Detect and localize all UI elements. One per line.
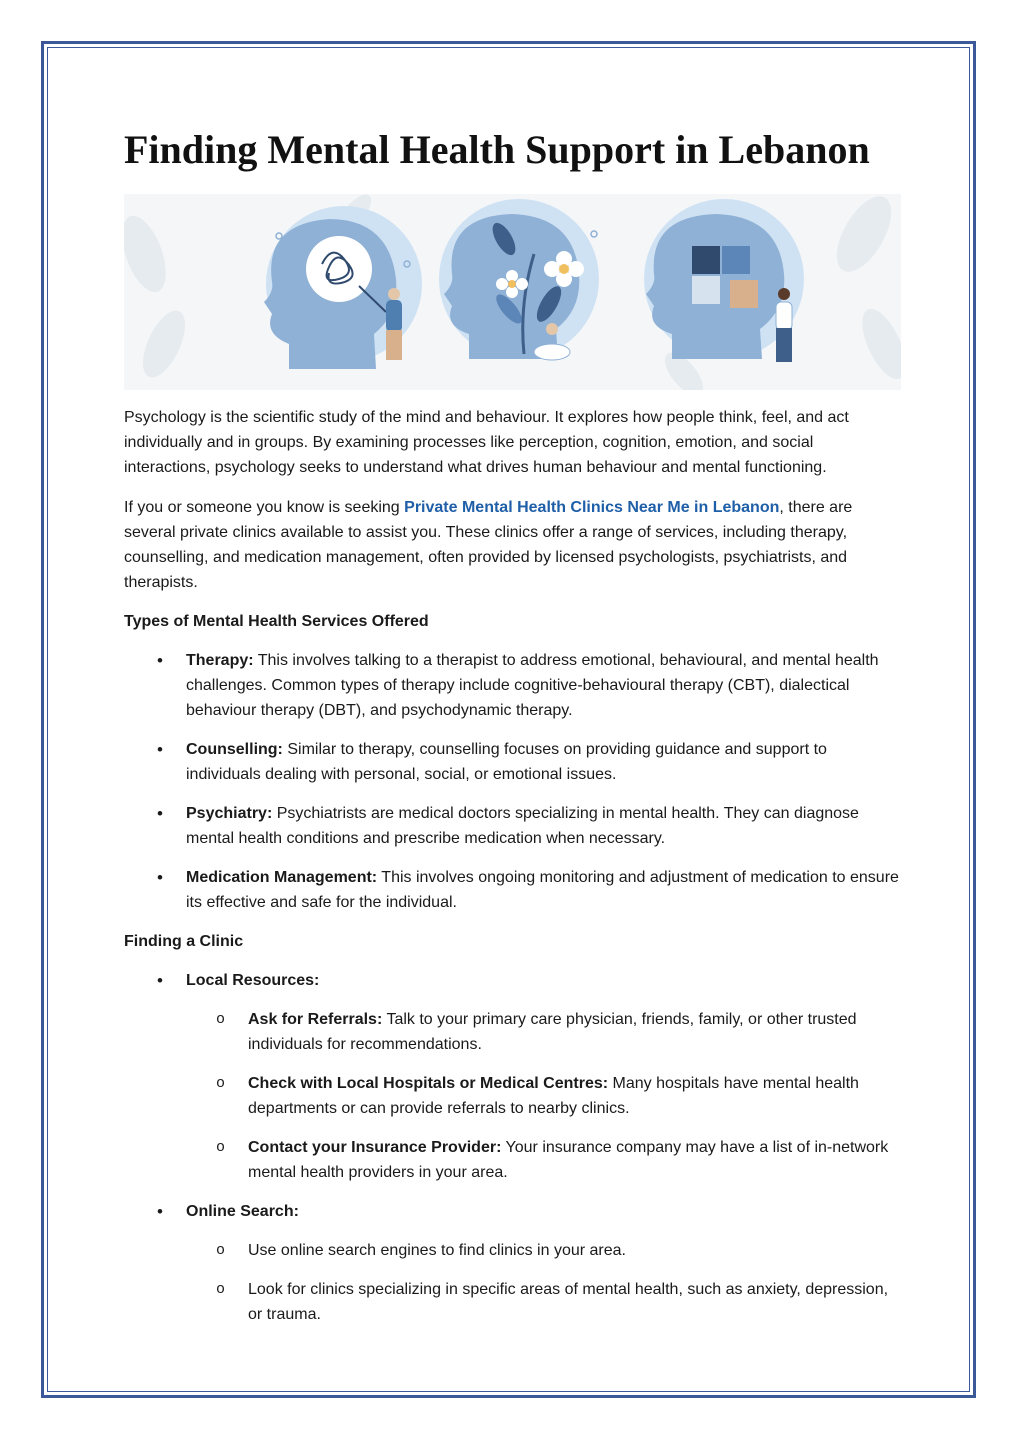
page-title: Finding Mental Health Support in Lebanon: [124, 127, 870, 172]
clinics-paragraph-lead: If you or someone you know is seeking: [124, 499, 405, 516]
list-item: [186, 1007, 902, 1057]
list-item: [124, 648, 902, 723]
sub-text: Look for clinics specializing in specific areas of mental health, such as anxiety, depression, or trauma.: [248, 1281, 889, 1323]
online-search-label: Online Search:: [186, 1203, 299, 1220]
list-item: [186, 1277, 902, 1327]
finding-clinic-heading: Finding a Clinic: [124, 933, 244, 950]
private-clinics-link[interactable]: Private Mental Health Clinics Near Me in Lebanon: [404, 499, 780, 516]
online-search-sublist: [186, 1238, 902, 1327]
flower-head-icon: [439, 199, 599, 360]
service-text: Similar to therapy, counselling focuses on providing guidance and support to individuals dealing with personal, social, or emotional issues.: [186, 741, 827, 783]
list-item: [124, 801, 902, 851]
service-label: Psychiatry:: [186, 805, 273, 822]
services-list: [124, 648, 902, 915]
sub-label: Ask for Referrals:: [248, 1011, 383, 1028]
local-resources-label: Local Resources:: [186, 972, 320, 989]
service-label: Counselling:: [186, 741, 283, 758]
intro-paragraph: Psychology is the scientific study of the mind and behaviour. It explores how people think, feel, and act individually and in groups. By examining processes like perception, cognition, emotion, and social interactions, psychology seeks to understand what drives human behaviour and mental functioning.: [124, 409, 849, 476]
local-resources-sublist: [186, 1007, 902, 1185]
sub-label: Contact your Insurance Provider:: [248, 1139, 502, 1156]
hero-illustration: [124, 194, 901, 390]
list-item: [186, 1135, 902, 1185]
clinics-paragraph-rest: , there are several private clinics available to assist you. These clinics offer a range of services, including therapy, counselling, and medication management, often provided by licensed psychologists, psychiatrists, and therapists.: [124, 499, 853, 591]
service-label: Therapy:: [186, 652, 254, 669]
clinic-list: [124, 968, 902, 1327]
list-item: [124, 865, 902, 915]
list-item: [124, 737, 902, 787]
list-item: [186, 1238, 902, 1263]
service-text: Psychiatrists are medical doctors specializing in mental health. They can diagnose mental health conditions and prescribe medication when necessary.: [186, 805, 859, 847]
sub-text: Use online search engines to find clinics in your area.: [248, 1242, 626, 1259]
services-heading: Types of Mental Health Services Offered: [124, 613, 429, 630]
service-text: This involves talking to a therapist to address emotional, behavioural, and mental health challenges. Common types of therapy include cognitive-behavioural therapy (CBT), dialectical behaviour therapy (DBT), and psychodynamic therapy.: [186, 652, 879, 719]
list-item: [124, 1199, 902, 1327]
list-item: [124, 968, 902, 1185]
sub-text: Many hospitals have mental health departments or can provide referrals to nearby clinics.: [248, 1075, 859, 1117]
sub-label: Check with Local Hospitals or Medical Centres:: [248, 1075, 609, 1092]
service-text: This involves ongoing monitoring and adjustment of medication to ensure its effective and safe for the individual.: [186, 869, 899, 911]
document-body: [124, 120, 902, 1327]
service-label: Medication Management:: [186, 869, 378, 886]
sub-text: Your insurance company may have a list of in-network mental health providers in your area.: [248, 1139, 889, 1181]
clinics-paragraph: [124, 495, 902, 595]
list-item: [186, 1071, 902, 1121]
sub-text: Talk to your primary care physician, friends, family, or other trusted individuals for recommendations.: [248, 1011, 857, 1053]
